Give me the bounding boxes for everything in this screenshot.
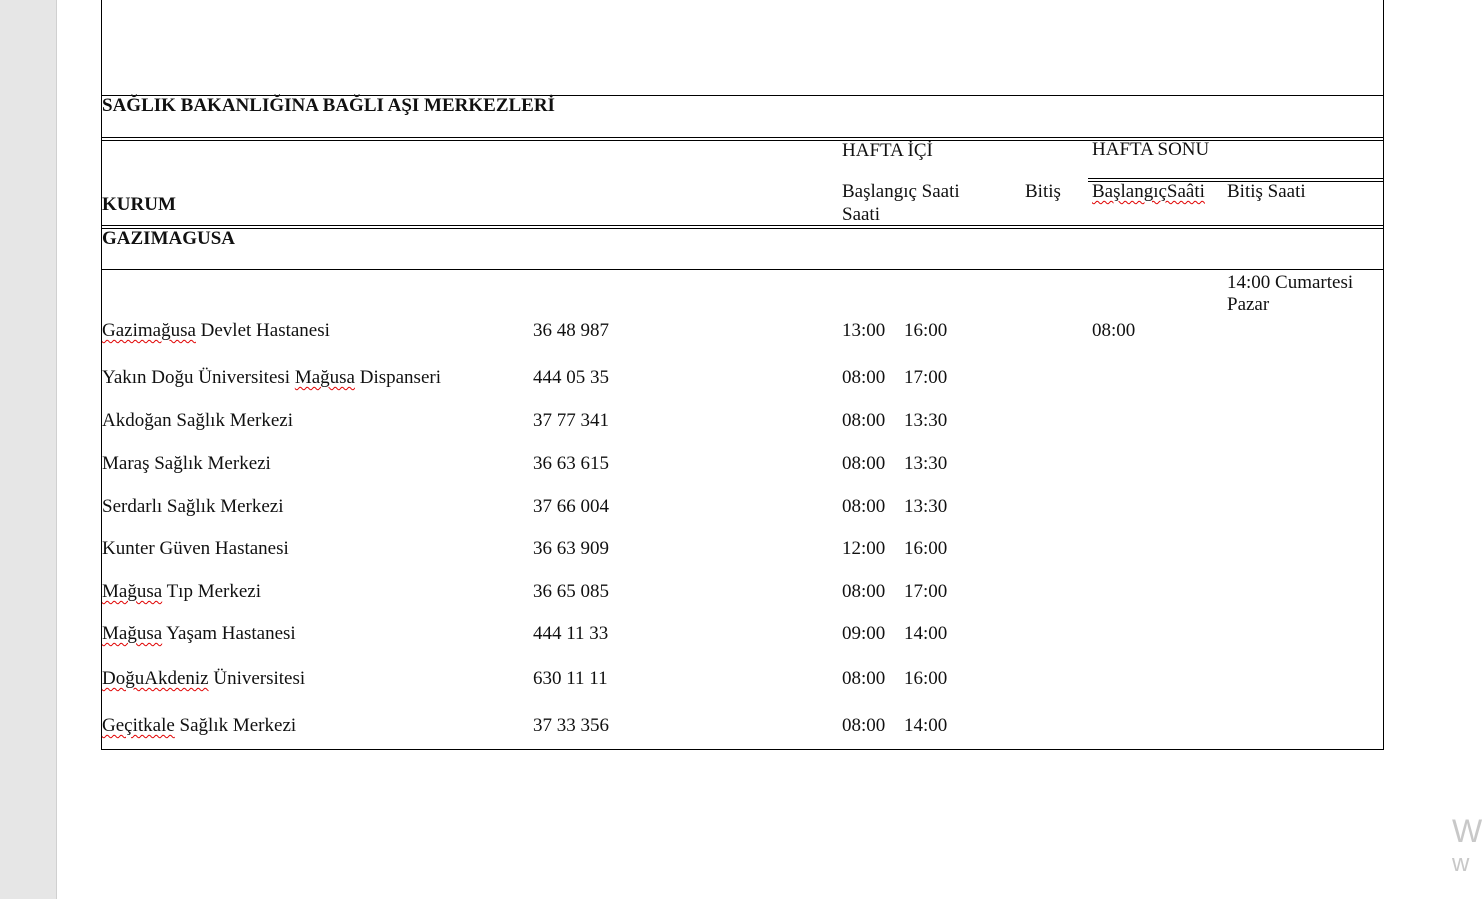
table-rule <box>101 228 1384 229</box>
phone-number: 37 33 356 <box>533 715 609 736</box>
weekday-end-time: 16:00 <box>904 538 948 559</box>
weekday-start-time: 08:00 <box>842 410 886 431</box>
weekend-end-header: Bitiş Saati <box>1227 181 1306 202</box>
phone-number: 444 05 35 <box>533 367 609 388</box>
weekday-start-time: 13:00 <box>842 320 886 341</box>
institution-name: Mağusa Tıp Merkezi <box>102 581 261 602</box>
weekday-start-time: 09:00 <box>842 623 886 644</box>
phone-number: 37 66 004 <box>533 496 609 517</box>
weekday-header: HAFTA İÇİ <box>842 140 933 161</box>
institution-name: Maraş Sağlık Merkezi <box>102 453 271 474</box>
table-rule <box>101 225 1384 226</box>
weekday-end-time: 14:00 <box>904 715 948 736</box>
institution-name: Akdoğan Sağlık Merkezi <box>102 410 294 431</box>
weekend-note-cont: Pazar <box>1227 294 1270 315</box>
weekday-start-time: 08:00 <box>842 715 886 736</box>
watermark-line-2: w <box>1452 850 1470 877</box>
watermark-line-1: W <box>1452 813 1482 849</box>
institution-name: DoğuAkdeniz Üniversitesi <box>102 668 306 689</box>
table-rule <box>101 269 1384 270</box>
weekday-start-time: 08:00 <box>842 581 886 602</box>
institution-name: Yakın Doğu Üniversitesi Mağusa Dispanseri <box>102 367 441 388</box>
weekday-start-time: 12:00 <box>842 538 886 559</box>
weekday-end-time: 14:00 <box>904 623 948 644</box>
phone-number: 36 65 085 <box>533 581 609 602</box>
weekend-note: 14:00 Cumartesi <box>1227 272 1354 293</box>
weekday-end-time: 13:30 <box>904 410 948 431</box>
weekday-end-time: 16:00 <box>904 320 948 341</box>
institution-name: Gazimağusa Devlet Hastanesi <box>102 320 330 341</box>
weekday-start-header: Başlangıç Saati <box>842 181 960 202</box>
weekday-end-time: 16:00 <box>904 668 948 689</box>
weekday-end-time: 17:00 <box>904 581 948 602</box>
left-margin-gutter <box>0 0 57 899</box>
weekend-header: HAFTA SONU <box>1092 139 1210 160</box>
table-rule <box>101 137 1384 138</box>
phone-number: 36 63 909 <box>533 538 609 559</box>
weekday-start-time: 08:00 <box>842 668 886 689</box>
weekday-start-time: 08:00 <box>842 453 886 474</box>
institution-name: Serdarlı Sağlık Merkezi <box>102 496 284 517</box>
institution-name: Mağusa Yaşam Hastanesi <box>102 623 296 644</box>
phone-number: 444 11 33 <box>533 623 609 644</box>
region-heading: GAZIMAGUSA <box>102 228 236 249</box>
weekday-start-time: 08:00 <box>842 496 886 517</box>
table-title: SAĞLIK BAKANLIĞINA BAĞLI AŞI MERKEZLERİ <box>102 95 555 116</box>
weekend-start-time: 08:00 <box>1092 320 1136 341</box>
weekday-end-time: 17:00 <box>904 367 948 388</box>
weekend-start-header: BaşlangıçSaâti <box>1092 181 1205 202</box>
phone-number: 630 11 11 <box>533 668 608 689</box>
table-rule <box>1088 178 1384 179</box>
activation-watermark <box>1452 812 1482 878</box>
weekday-start-header-cont: Saati <box>842 204 880 225</box>
weekday-end-time: 13:30 <box>904 453 948 474</box>
kurum-header: KURUM <box>102 194 176 215</box>
weekday-end-header: Bitiş <box>1025 181 1061 202</box>
phone-number: 37 77 341 <box>533 410 609 431</box>
weekday-start-time: 08:00 <box>842 367 886 388</box>
institution-name: Kunter Güven Hastanesi <box>102 538 289 559</box>
weekday-end-time: 13:30 <box>904 496 948 517</box>
institution-name: Geçitkale Sağlık Merkezi <box>102 715 297 736</box>
phone-number: 36 63 615 <box>533 453 609 474</box>
phone-number: 36 48 987 <box>533 320 609 341</box>
